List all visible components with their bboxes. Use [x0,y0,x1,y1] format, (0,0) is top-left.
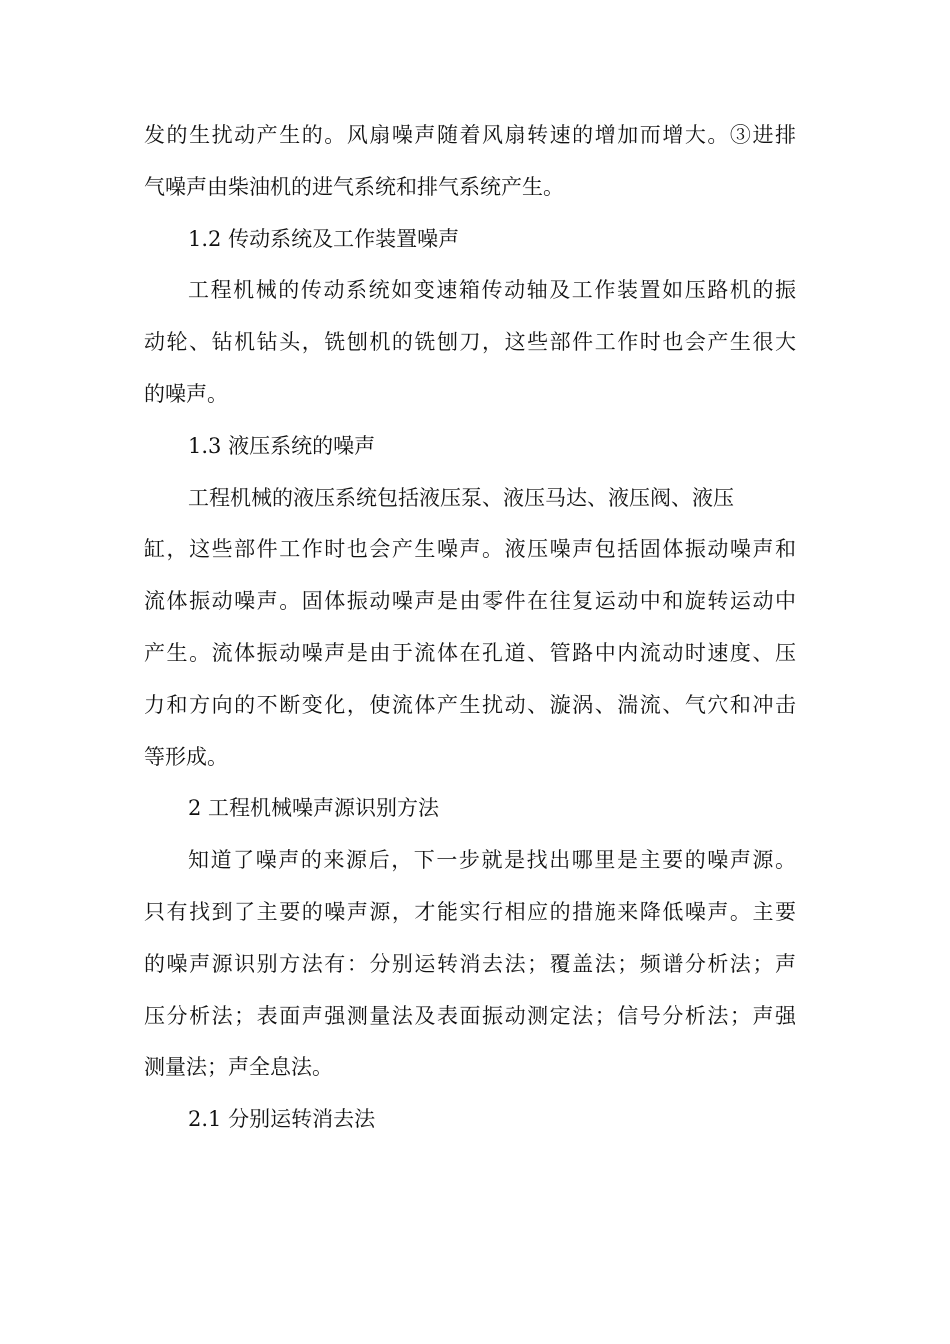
section-heading-2-1: 2.1 分别运转消去法 [188,1107,376,1132]
paragraph-line: 工程机械的液压系统包括液压泵、液压马达、液压阀、液压 [188,485,734,510]
paragraph-line: 气噪声由柴油机的进气系统和排气系统产生。 [144,174,564,199]
paragraph-line: 压分析法；表面声强测量法及表面振动测定法；信号分析法；声强 [144,1003,796,1028]
section-heading-2: 2 工程机械噪声源识别方法 [188,796,440,821]
paragraph-line: 产生。流体振动噪声是由于流体在孔道、管路中内流动时速度、压 [144,640,796,665]
paragraph-line: 的噪声源识别方法有：分别运转消去法；覆盖法；频谱分析法；声 [144,951,796,976]
document-body [144,110,796,1146]
paragraph-line: 等形成。 [144,744,228,769]
paragraph-line: 动轮、钻机钻头，铣刨机的铣刨刀，这些部件工作时也会产生很大 [144,330,796,355]
paragraph-line: 工程机械的传动系统如变速箱传动轴及工作装置如压路机的振 [188,278,796,303]
paragraph-line: 只有找到了主要的噪声源，才能实行相应的措施来降低噪声。主要 [144,899,796,924]
paragraph-line: 的噪声。 [144,381,228,406]
section-heading-1-2: 1.2 传动系统及工作装置噪声 [188,226,460,251]
paragraph-line: 测量法；声全息法。 [144,1055,333,1080]
paragraph-line: 力和方向的不断变化，使流体产生扰动、漩涡、湍流、气穴和冲击 [144,692,796,717]
paragraph-line: 缸，这些部件工作时也会产生噪声。液压噪声包括固体振动噪声和 [144,537,796,562]
section-heading-1-3: 1.3 液压系统的噪声 [188,433,376,458]
paragraph-line: 知道了噪声的来源后，下一步就是找出哪里是主要的噪声源。 [188,848,796,873]
paragraph-line: 发的生扰动产生的。风扇噪声随着风扇转速的增加而增大。③进排 [144,123,796,147]
paragraph-line: 流体振动噪声。固体振动噪声是由零件在往复运动中和旋转运动中 [144,589,796,614]
